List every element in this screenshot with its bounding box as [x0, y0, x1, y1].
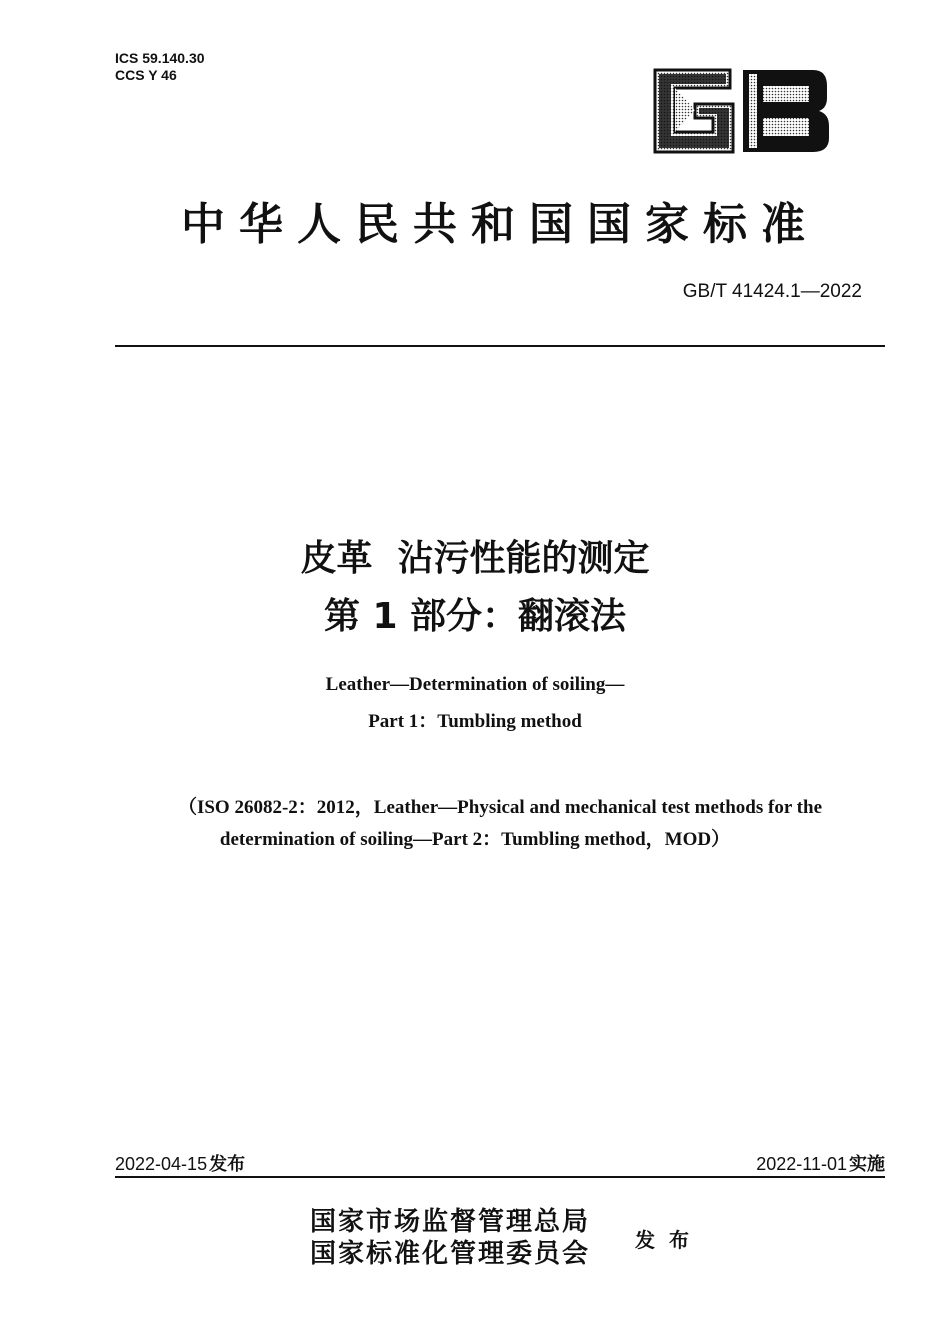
issuing-authorities — [310, 1206, 590, 1270]
iso-reference-line1: （ISO 26082-2：2012，Leather—Physical and mechanical test methods for the — [177, 797, 823, 818]
ics-code: ICS 59.140.30 — [115, 50, 205, 66]
bottom-divider — [115, 1176, 885, 1178]
title-en-part: Part 1：Tumbling method — [368, 711, 582, 732]
gb-logo-icon — [645, 60, 835, 160]
issue-date: 2022-04-15 — [115, 1154, 208, 1174]
title-cn-part: 第 1 部分：翻滚法 — [323, 596, 627, 637]
issuer-sac: 国家标准化管理委员会 — [310, 1239, 591, 1269]
publish-label: 发布 — [635, 1228, 703, 1252]
standard-number: GB/T 41424.1—2022 — [682, 281, 862, 302]
issue-date-block — [115, 1150, 245, 1176]
organization-name: 中华人民共和国国家标准 — [181, 199, 819, 250]
title-en-main: Leather—Determination of soiling— — [325, 674, 625, 695]
iso-reference-line2: determination of soiling—Part 2：Tumbling method，MOD） — [219, 829, 731, 850]
ccs-code: CCS Y 46 — [115, 67, 177, 83]
top-divider — [115, 345, 885, 347]
issue-label: 发布 — [209, 1154, 246, 1174]
issuer-samr: 国家市场监督管理总局 — [310, 1207, 591, 1237]
implement-date: 2022-11-01 — [756, 1154, 847, 1174]
classification-codes — [115, 50, 205, 84]
title-cn-main: 皮革 沾污性能的测定 — [300, 538, 650, 579]
implement-label: 实施 — [849, 1154, 885, 1174]
implement-date-block — [756, 1150, 885, 1176]
